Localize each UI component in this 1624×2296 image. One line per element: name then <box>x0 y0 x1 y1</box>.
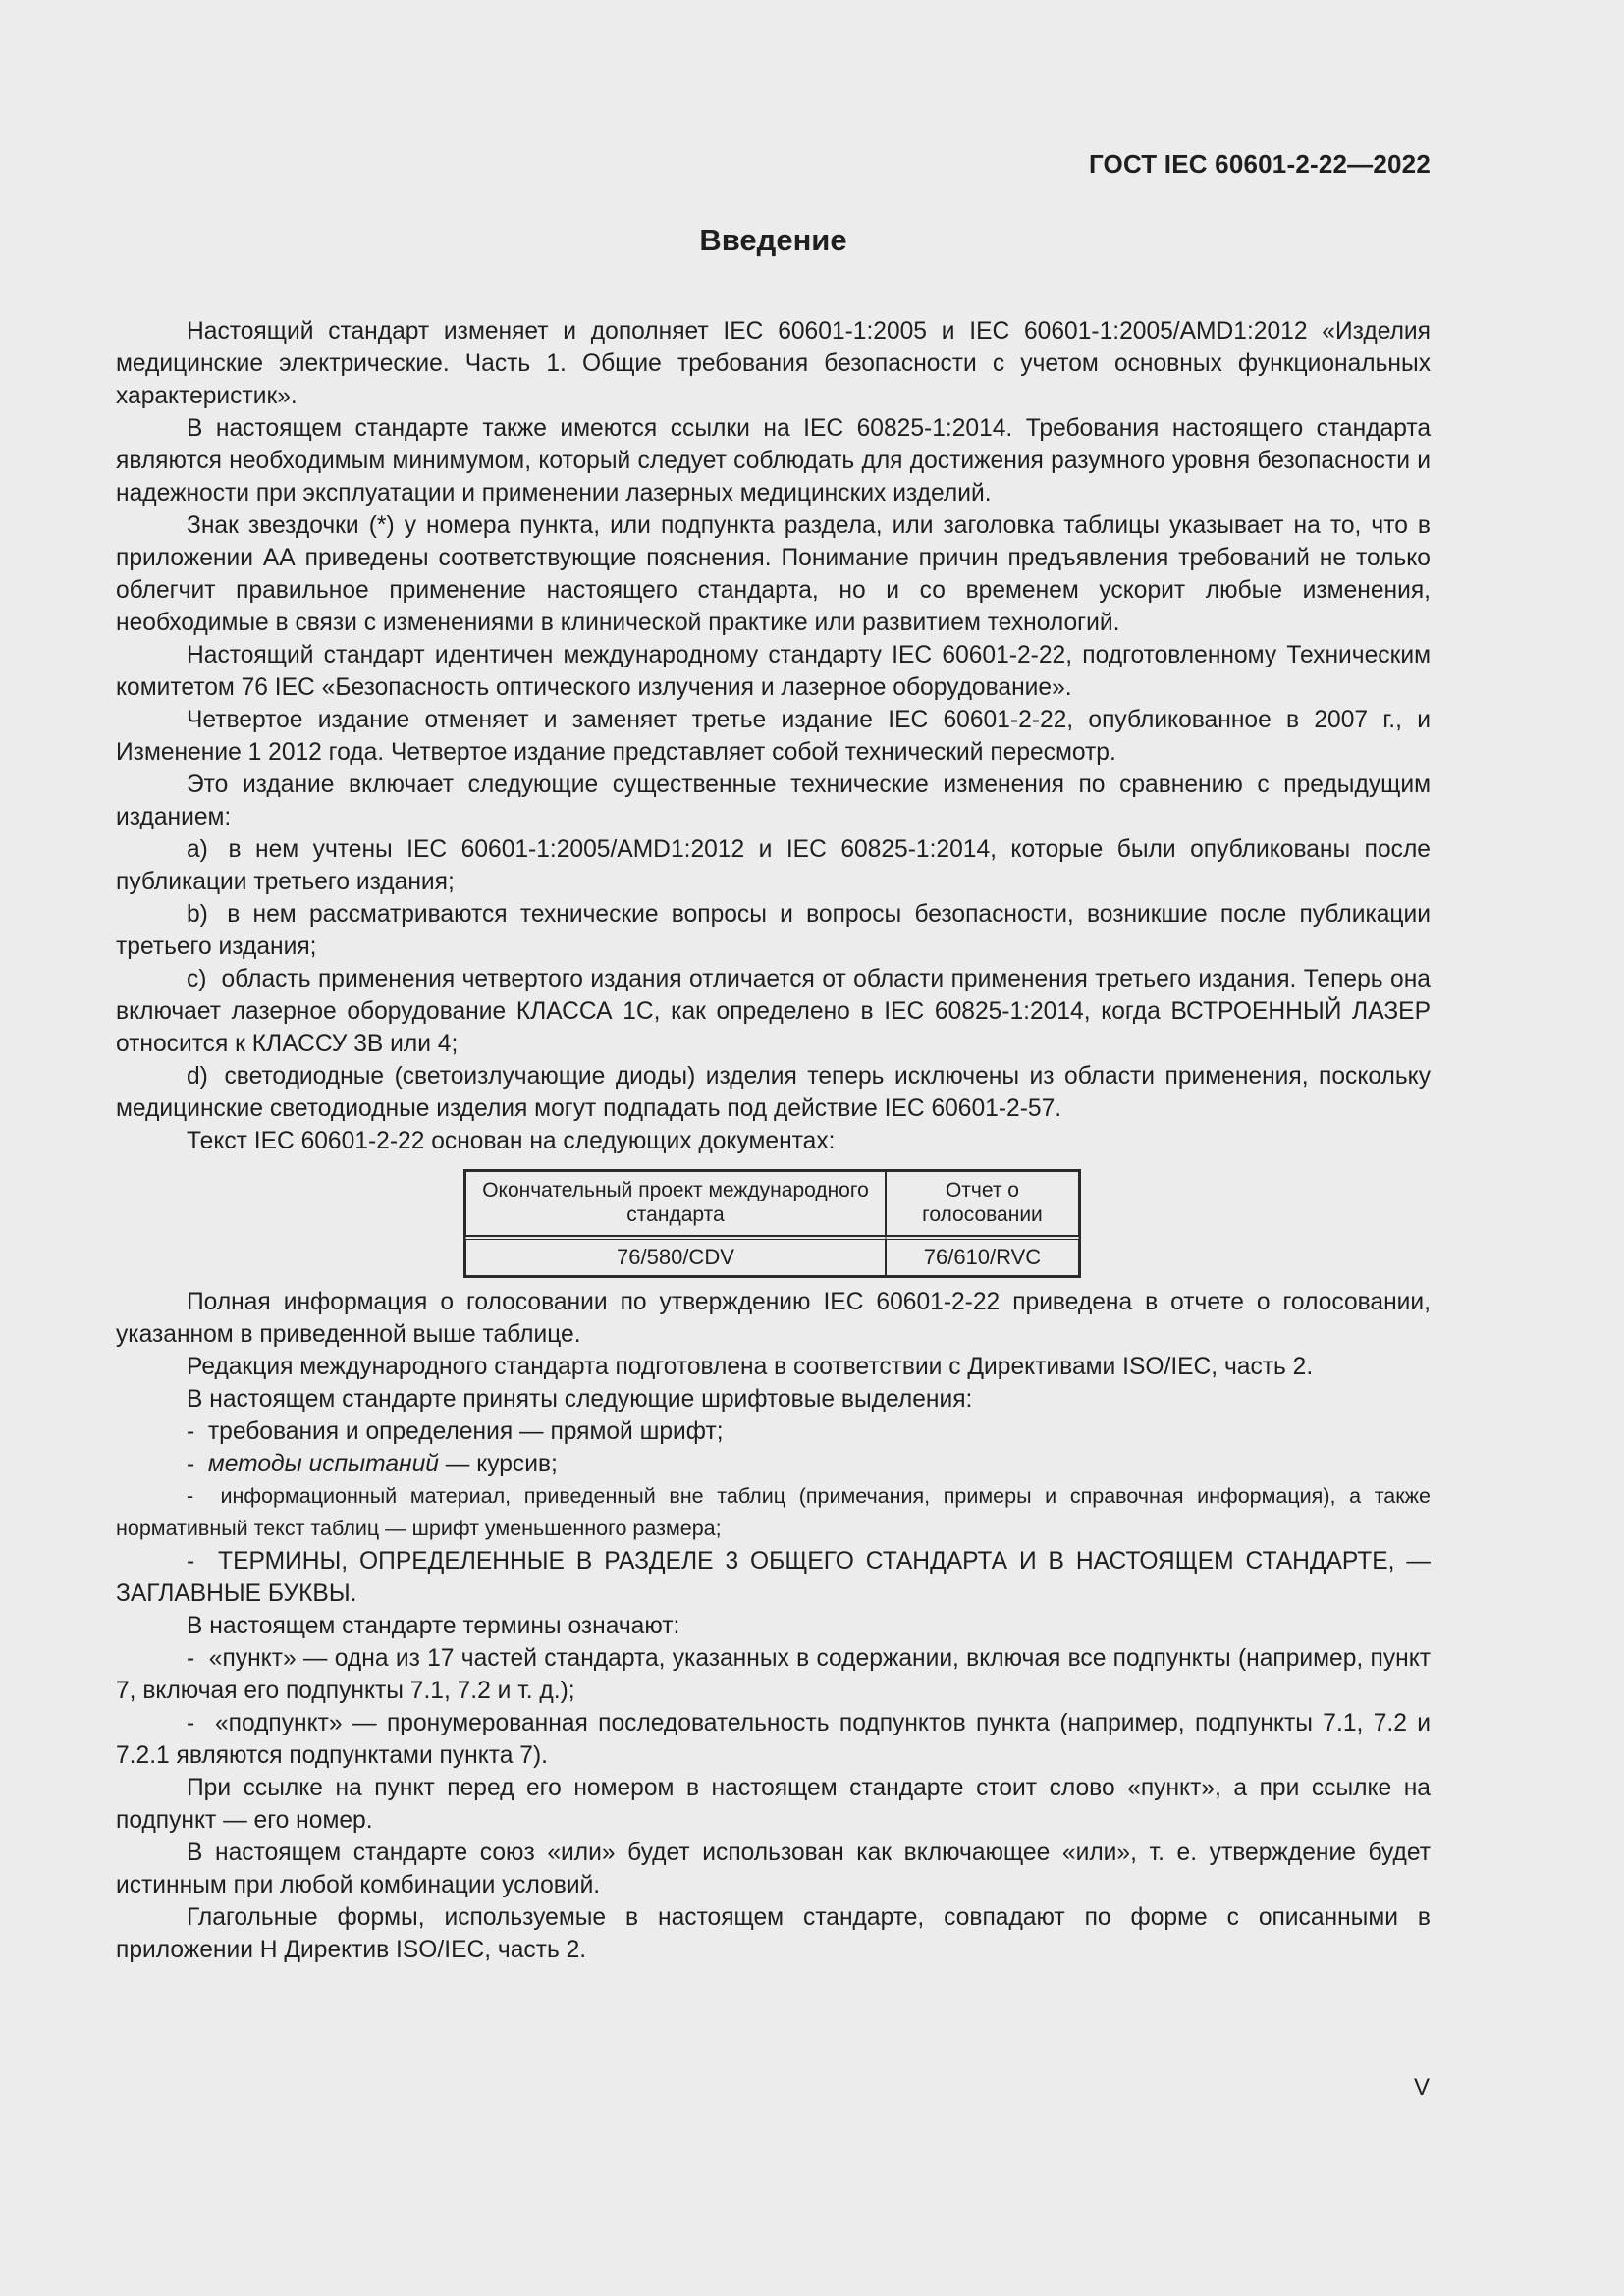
table-cell: 76/610/RVC <box>886 1236 1079 1276</box>
paragraph: Четвертое издание отменяет и заменяет третье издание IEC 60601-2-22, опубликованное в 2007 г., и Изменение 1 2012 года. Четвертое издание представляет собой технический пересмотр. <box>116 707 1431 766</box>
paragraph: В настоящем стандарте также имеются ссылки на IEC 60825-1:2014. Требования настоящего стандарта являются необходимым минимумом, который следует соблюдать для достижения разумного уровня безопасности и надежности при эксплуатации и применении лазерных медицинских изделий. <box>116 415 1431 507</box>
list-item: - ТЕРМИНЫ, ОПРЕДЕЛЕННЫЕ В РАЗДЕЛЕ 3 ОБЩЕГО СТАНДАРТА И В НАСТОЯЩЕМ СТАНДАРТЕ, — ЗАГЛАВНЫЕ БУКВЫ. <box>116 1548 1432 1607</box>
paragraph: Настоящий стандарт изменяет и дополняет IEC 60601-1:2005 и IEC 60601-1:2005/AMD1:2012 «Изделия медицинские электрические. Часть 1. Общие требования безопасности с учетом основных функциональных характеристик». <box>116 318 1431 409</box>
paragraph: Это издание включает следующие существенные технические изменения по сравнению с предыдущим изданием: <box>116 772 1431 830</box>
list-item: - «подпункт» — пронумерованная последовательность подпунктов пункта (например, подпункты 7.1, 7.2 и 7.2.1 являются подпунктами пункта 7). <box>116 1710 1431 1769</box>
list-item: - методы испытаний — курсив; <box>187 1451 558 1477</box>
list-label: d) <box>187 1063 208 1090</box>
paragraph: Знак звездочки (*) у номера пункта, или подпункта раздела, или заголовка таблицы указывает на то, что в приложении АА приведены соответствующие пояснения. Понимание причин предъявления требований не только облегчит правильное применение настоящего стандарта, но и со временем ускорит любые изменения, необходимые в связи с изменениями в клинической практике или развитием технологий. <box>116 512 1431 636</box>
paragraph: При ссылке на пункт перед его номером в настоящем стандарте стоит слово «пункт», а при ссылке на подпункт — его номер. <box>116 1775 1431 1834</box>
list-item: c) область применения четвертого издания отличается от области применения третьего издания. Теперь она включает лазерное оборудование КЛАССА 1С, как определено в IEC 60825-1:2014, когда ВСТРОЕННЫЙ ЛАЗЕР относится к КЛАССУ 3В или 4; <box>116 963 1431 1060</box>
list-item: d) светодиодные (светоизлучающие диоды) изделия теперь исключены из области применения, поскольку медицинские светодиодные изделия могут подпадать под действие IEC 60601-2-57. <box>116 1060 1431 1125</box>
list-item: a) в нем учтены IEC 60601-1:2005/AMD1:2012 и IEC 60825-1:2014, которые были опубликованы после публикации третьего издания; <box>116 833 1431 898</box>
paragraph: В настоящем стандарте приняты следующие шрифтовые выделения: <box>187 1386 973 1413</box>
list-item: - требования и определения — прямой шрифт; <box>187 1418 724 1445</box>
paragraph: В настоящем стандарте термины означают: <box>187 1613 680 1639</box>
document-body <box>116 315 1431 1966</box>
paragraph: Глагольные формы, используемые в настоящем стандарте, совпадают по форме с описанными в приложении Н Директив ISO/IEC, часть 2. <box>116 1904 1431 1963</box>
paragraph: В настоящем стандарте союз «или» будет использован как включающее «или», т. е. утверждение будет истинным при любой комбинации условий. <box>116 1840 1431 1898</box>
list-item: - информационный материал, приведенный вне таблиц (примечания, примеры и справочная информация), а также нормативный текст таблиц — шрифт уменьшенного размера; <box>116 1484 1432 1540</box>
table-header-cell: Окончательный проект международного стандарта <box>465 1171 886 1236</box>
section-title: Введение <box>699 223 847 257</box>
table-cell: 76/580/CDV <box>465 1236 886 1276</box>
page-number: V <box>1413 2074 1430 2101</box>
list-item: b) в нем рассматриваются технические вопросы и вопросы безопасности, возникшие после публикации третьего издания; <box>116 898 1431 963</box>
paragraph: Текст IEC 60601-2-22 основан на следующих документах: <box>187 1128 836 1154</box>
list-label: a) <box>187 836 208 863</box>
vote-table <box>463 1169 1081 1278</box>
vote-table-wrapper <box>116 1157 1431 1286</box>
paragraph: Полная информация о голосовании по утверждению IEC 60601-2-22 приведена в отчете о голосовании, указанном в приведенной выше таблице. <box>116 1289 1431 1348</box>
list-label: b) <box>187 901 208 928</box>
document-code: ГОСТ IEC 60601-2-22—2022 <box>1088 149 1431 179</box>
list-item: - «пункт» — одна из 17 частей стандарта, указанных в содержании, включая все подпункты (например, пункт 7, включая его подпункты 7.1, 7.2 и т. д.); <box>116 1645 1431 1704</box>
list-label: c) <box>187 966 207 992</box>
paragraph: Настоящий стандарт идентичен международному стандарту IEC 60601-2-22, подготовленному Техническим комитетом 76 IEC «Безопасность оптического излучения и лазерное оборудование». <box>116 642 1431 701</box>
paragraph: Редакция международного стандарта подготовлена в соответствии с Директивами ISO/IEC, часть 2. <box>187 1354 1314 1380</box>
table-header-cell: Отчет о голосовании <box>886 1171 1079 1236</box>
